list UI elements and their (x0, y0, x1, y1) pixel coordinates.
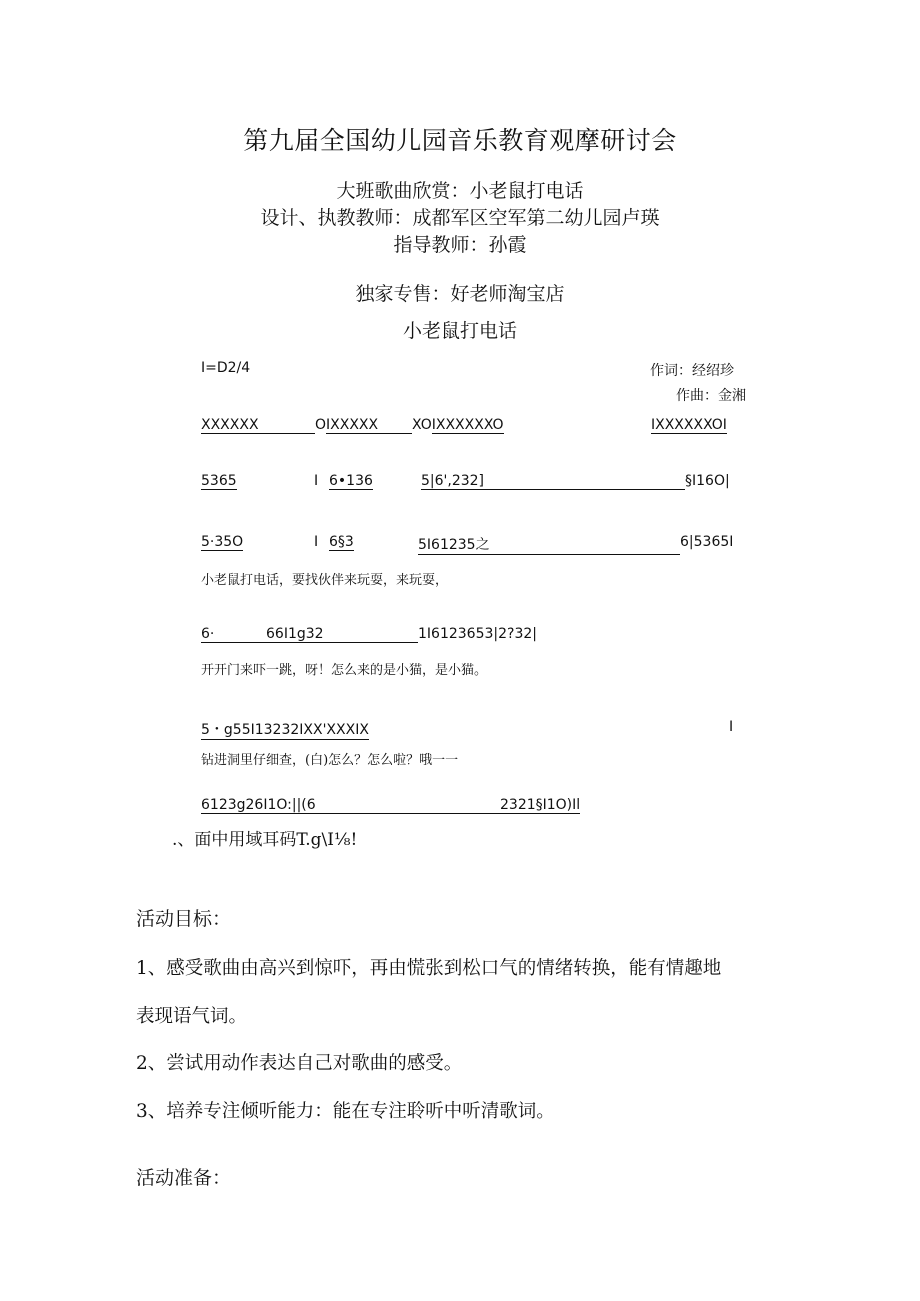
notation-segment: O (315, 417, 327, 433)
page-title: 第九届全国幼儿园音乐教育观摩研讨会 (243, 126, 677, 155)
lyric-line-2: 开开门来吓一跳，呀！怎么来的是小猫，是小猫。 (201, 663, 488, 678)
subtitle-line-1: 大班歌曲欣赏：小老鼠打电话 (336, 180, 584, 202)
notation-segment: 2321§I1O)Il (500, 797, 581, 813)
composer-credit: 作曲：金湘 (676, 388, 746, 404)
notation-segment: 5I61235之 (418, 534, 680, 555)
lyric-line-3: 钻进洞里仔细查，(白)怎么？怎么啦？哦一一 (201, 753, 459, 768)
notation-segment: 66I1g32 (266, 626, 418, 643)
notation-segment: XXXXXX (201, 417, 315, 434)
notation-segment: IXXXXX (326, 417, 412, 434)
notation-segment (329, 473, 373, 490)
prep-heading: 活动准备： (136, 1167, 232, 1189)
notation-segment: 6· (201, 626, 266, 643)
goal-item-2: 2、尝试用动作表达自己对歌曲的感受。 (136, 1053, 463, 1074)
notation-segment (329, 534, 354, 551)
goal-item-1-continued: 表现语气词。 (136, 1006, 248, 1027)
goal-item-3: 3、培养专注倾听能力：能在专注聆听中听清歌词。 (136, 1101, 555, 1122)
score-row-1 (201, 417, 504, 434)
subtitle-line-2: 设计、执教教师：成都军区空军第二幼儿园卢瑛 (260, 207, 660, 229)
barline: I (729, 719, 734, 735)
goals-heading: 活动目标： (136, 908, 232, 930)
notation-segment: 1I6123653|2?32| (418, 626, 537, 642)
notation-segment: 6|5365I (680, 534, 734, 550)
notation-segment (651, 417, 727, 434)
notation-segment: IXXXXXXO (431, 417, 504, 433)
score-row-4 (201, 626, 537, 643)
song-title: 小老鼠打电话 (402, 320, 517, 342)
notation-segment: 5・g55I13232IXX'XXXIX (201, 719, 369, 740)
notation-segment: 6§3 (329, 534, 354, 550)
notation-segment (421, 473, 685, 490)
notation-segment: §I16O| (685, 473, 730, 489)
notation-segment: 6•136 (329, 473, 373, 489)
subtitle-line-3: 指导教师：孙霞 (393, 234, 527, 256)
garbled-notation-line: .、面中用域耳码T.g\I⅛! (172, 830, 358, 850)
barline: I (314, 534, 319, 550)
notation-segment (201, 719, 369, 740)
key-signature: I=D2/4 (201, 360, 251, 376)
notation-segment (418, 534, 680, 555)
notation-segment: IXXXXXXOI (651, 417, 727, 433)
score-row-6 (201, 797, 580, 814)
notation-segment: 5|6',232] (421, 473, 685, 490)
notation-segment (201, 473, 237, 490)
goal-item-1: 1、感受歌曲由高兴到惊吓，再由慌张到松口气的情绪转换，能有情趣地 (136, 958, 722, 979)
notation-segment: 6123g26I1O:||(6 (201, 797, 500, 814)
barline: I (314, 473, 319, 489)
promo-text: 独家专售：好老师淘宝店 (355, 283, 565, 305)
notation-segment: 5365 (201, 473, 237, 489)
notation-segment: XO (412, 417, 432, 433)
lyricist-credit: 作词：经绍珍 (650, 363, 734, 379)
notation-segment: 5·35O (201, 534, 244, 550)
lyric-line-1: 小老鼠打电话，要找伙伴来玩耍，来玩耍， (201, 573, 449, 588)
notation-segment (201, 534, 243, 551)
